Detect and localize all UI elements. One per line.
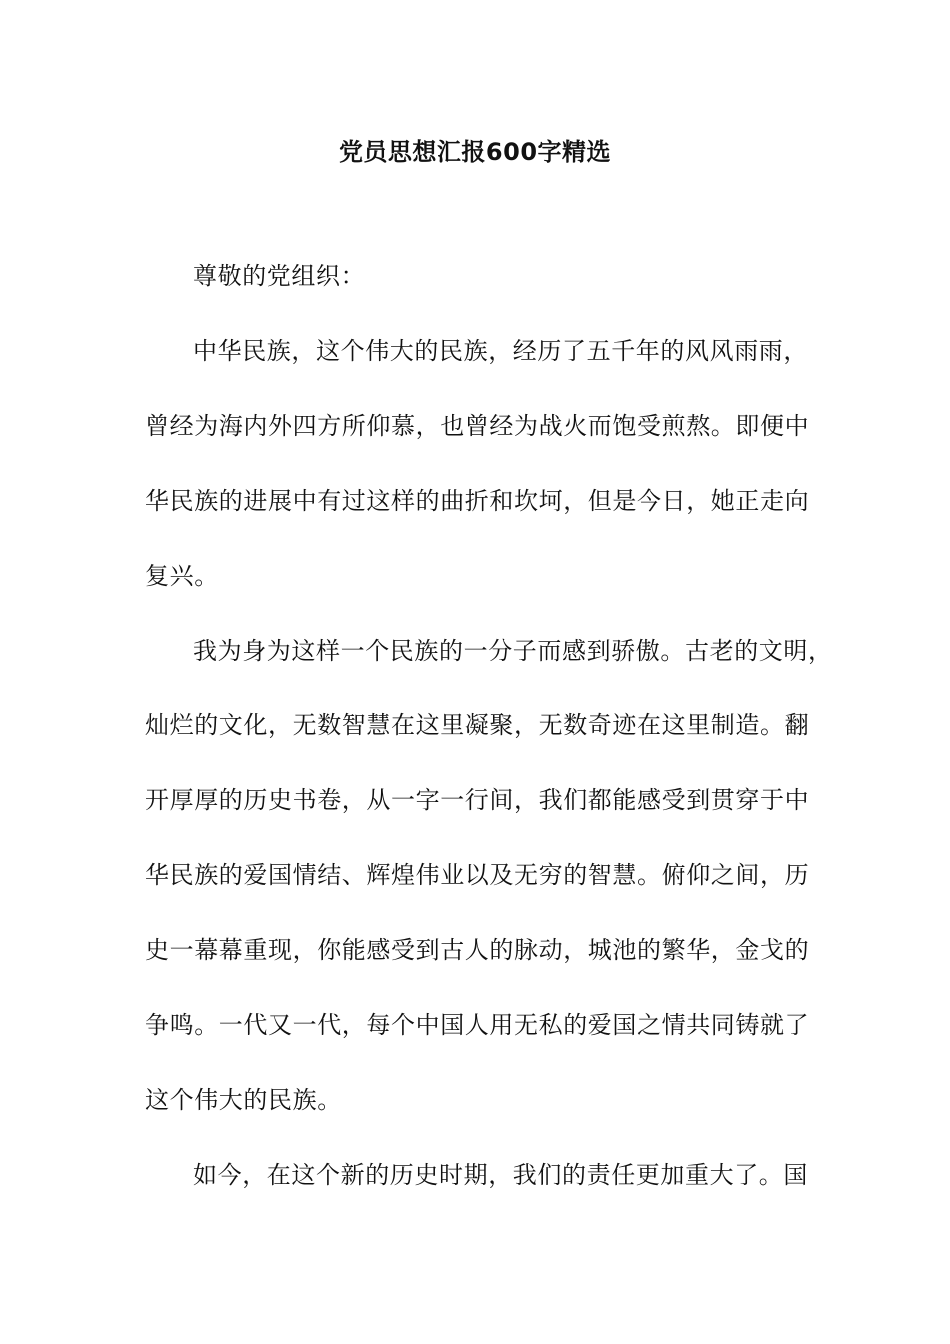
- body-line: 史一幕幕重现，你能感受到古人的脉动，城池的繁华，金戈的: [145, 936, 810, 964]
- body-line: 我为身为这样一个民族的一分子而感到骄傲。古老的文明，: [193, 637, 833, 665]
- body-line: 灿烂的文化，无数智慧在这里凝聚，无数奇迹在这里制造。翻: [145, 711, 810, 739]
- body-line: 中华民族，这个伟大的民族，经历了五千年的风风雨雨，: [193, 337, 808, 365]
- salutation: 尊敬的党组织：: [193, 262, 366, 290]
- body-line: 华民族的进展中有过这样的曲折和坎坷，但是今日，她正走向: [145, 487, 810, 515]
- body-line: 复兴。: [145, 562, 219, 590]
- body-line: 如今，在这个新的历史时期，我们的责任更加重大了。国: [193, 1161, 808, 1189]
- document-title: 党员思想汇报600字精选: [338, 138, 612, 166]
- body-line: 华民族的爱国情结、辉煌伟业以及无穷的智慧。俯仰之间，历: [145, 861, 810, 889]
- body-line: 曾经为海内外四方所仰慕，也曾经为战火而饱受煎熬。即便中: [145, 412, 810, 440]
- body-line: 开厚厚的历史书卷，从一字一行间，我们都能感受到贯穿于中: [145, 786, 810, 814]
- body-line: 这个伟大的民族。: [145, 1086, 342, 1114]
- body-line: 争鸣。一代又一代，每个中国人用无私的爱国之情共同铸就了: [145, 1011, 810, 1039]
